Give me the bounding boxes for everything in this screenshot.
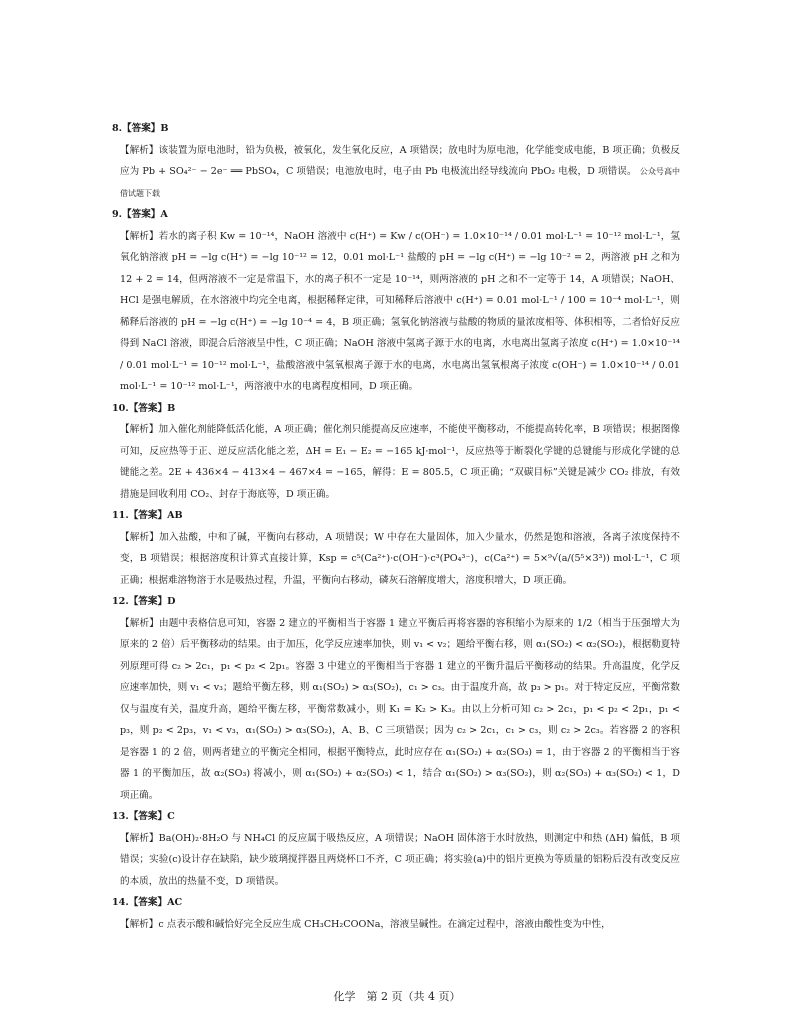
question-8 bbox=[112, 118, 681, 204]
answer-label: 13.【答案】C bbox=[112, 811, 175, 822]
question-9 bbox=[112, 204, 680, 398]
question-13 bbox=[112, 806, 680, 892]
question-11 bbox=[112, 505, 680, 591]
answer-label: 12.【答案】D bbox=[112, 596, 176, 607]
note-text: 公众号高中借试题下载 bbox=[120, 167, 681, 198]
document-body bbox=[112, 118, 681, 935]
analysis-text: 【解析】该装置为原电池时，铅为负极，被氧化，发生氧化反应，A 项错误；放电时为原电池，化学能变成电能，B 项正确；负极反应为 Pb + SO₄²⁻ − 2e⁻ ══ PbSO₄，C 项错误；电池放电时，电子由 Pb 电极流出经导线流向 PbO₂ 电极，D 项错误。 公众号高中借试题下载 bbox=[120, 144, 681, 198]
analysis-text: 【解析】加入催化剂能降低活化能，A 项正确；催化剂只能提高反应速率，不能使平衡移动，不能提高转化率，B 项错误；根据图像可知，反应热等于正、逆反应活化能之差，ΔH = E₁ − E₂ = −165 kJ·mol⁻¹，反应热等于断裂化学键的总键能与形成化学键的总键能之差。2E + 436×4 − 413×4 − 467×4 = −165，解得：E = 805.5，C 项正确；“双碳目标”关键是减少 CO₂ 排放，有效措施是回收利用 CO₂、封存于海底等，D 项正确。 bbox=[120, 424, 680, 500]
answer-label: 9.【答案】A bbox=[112, 209, 168, 220]
page-footer: 化学 第 2 页（共 4 页） bbox=[333, 990, 461, 1003]
answer-label: 8.【答案】B bbox=[112, 123, 169, 134]
answer-label: 11.【答案】AB bbox=[112, 510, 183, 521]
answer-label: 10.【答案】B bbox=[112, 402, 176, 414]
question-10 bbox=[112, 398, 680, 506]
analysis-text: 【解析】Ba(OH)₂·8H₂O 与 NH₄Cl 的反应属于吸热反应，A 项错误；NaOH 固体溶于水时放热，则测定中和热 (ΔH) 偏低，B 项错误；实验(c)设计存在缺陷，缺少玻璃搅拌器且两烧杯口不齐，C 项正确；将实验(a)中的铝片更换为等质量的铝粉后没有改变反应的本质，放出的热量不变，D 项错误。 bbox=[120, 832, 680, 887]
analysis-text: 【解析】由题中表格信息可知，容器 2 建立的平衡相当于容器 1 建立平衡后再将容器的容积缩小为原来的 1/2（相当于压强增大为原来的 2 倍）后平衡移动的结果。由于加压，化学反应速率加快，则 v₁ < v₂；题给平衡右移，则 α₁(SO₂) < α₂(SO₂)，根据勒夏特列原理可得 c₂ > 2c₁，p₁ < p₂ < 2p₁。容器 3 中建立的平衡相当于容器 1 建立的平衡升温后平衡移动的结果。升高温度，化学反应速率加快，则 v₁ < v₃；题给平衡左移，则 α₁(SO₂) > α₃(SO₂)，c₁ > c₃。由于温度升高，故 p₃ > p₁。对于特定反应，平衡常数仅与温度有关，温度升高，题给平衡左移，平衡常数减小，则 K₁ = K₂ > K₃。由以上分析可知 c₂ > 2c₁，p₁ < p₂ < 2p₁，p₁ < p₃，则 p₂ < 2p₃，v₁ < v₃，α₁(SO₂) > α₃(SO₂)，A、B、C 三项错误；因为 c₂ > 2c₁，c₁ > c₃，则 c₂ > 2c₃。若容器 2 的容积是容器 1 的 2 倍，则两者建立的平衡完全相同，根据平衡特点，此时应存在 α₁(SO₂) + α₂(SO₃) = 1，由于容器 2 的平衡相当于容器 1 的平衡加压，故 α₂(SO₃) 将减小，则 α₁(SO₂) + α₂(SO₃) < 1，结合 α₁(SO₂) > α₃(SO₂)，则 α₂(SO₃) + α₃(SO₂) < 1，D 项正确。 bbox=[120, 617, 680, 801]
answer-label: 14.【答案】AC bbox=[112, 897, 183, 908]
question-12 bbox=[112, 591, 680, 806]
question-14 bbox=[112, 892, 680, 935]
analysis-text: 【解析】若水的离子积 Kw = 10⁻¹⁴，NaOH 溶液中 c(H⁺) = Kw / c(OH⁻) = 1.0×10⁻¹⁴ / 0.01 mol·L⁻¹ = 10⁻¹² mol·L⁻¹，氢氧化钠溶液 pH = −lg c(H⁺) = −lg 10⁻¹² = 12，0.01 mol·L⁻¹ 盐酸的 pH = −lg c(H⁺) = −lg 10⁻² = 2，两溶液 pH 之和为 12 + 2 = 14，但两溶液不一定是常温下，水的离子积不一定是 10⁻¹⁴，则两溶液的 pH 之和不一定等于 14，A 项错误；NaOH、HCl 是强电解质，在水溶液中均完全电离，根据稀释定律，可知稀释后溶液中 c(H⁺) = 0.01 mol·L⁻¹ / 100 = 10⁻⁴ mol·L⁻¹，则稀释后溶液的 pH = −lg c(H⁺) = −lg 10⁻⁴ = 4，B 项正确；氢氧化钠溶液与盐酸的物质的量浓度相等、体积相等，二者恰好反应得到 NaCl 溶液，即混合后溶液呈中性，C 项正确；NaOH 溶液中氢离子源于水的电离，水电离出氢离子浓度 c(H⁺) = 1.0×10⁻¹⁴ / 0.01 mol·L⁻¹ = 10⁻¹² mol·L⁻¹，盐酸溶液中氢氧根离子源于水的电离，水电离出氢氧根离子浓度 c(OH⁻) = 1.0×10⁻¹⁴ / 0.01 mol·L⁻¹ = 10⁻¹² mol·L⁻¹，两溶液中水的电离程度相同，D 项正确。 bbox=[120, 230, 680, 392]
analysis-text: 【解析】加入盐酸，中和了碱，平衡向右移动，A 项错误；W 中存在大量固体，加入少量水，仍然是饱和溶液，各离子浓度保持不变，B 项错误；根据溶度积计算式直接计算，Ksp = c⁵(Ca²⁺)·c(OH⁻)·c³(PO₄³⁻)，c(Ca²⁺) = 5×⁹√(a/(5⁵×3³)) mol·L⁻¹，C 项正确；根据难溶物溶于水是吸热过程，升温，平衡向右移动，磷灰石溶解度增大，溶度积增大，D 项正确。 bbox=[120, 531, 680, 586]
analysis-text: 【解析】c 点表示酸和碱恰好完全反应生成 CH₃CH₂COONa，溶液呈碱性。在滴定过程中，溶液由酸性变为中性， bbox=[120, 918, 611, 930]
